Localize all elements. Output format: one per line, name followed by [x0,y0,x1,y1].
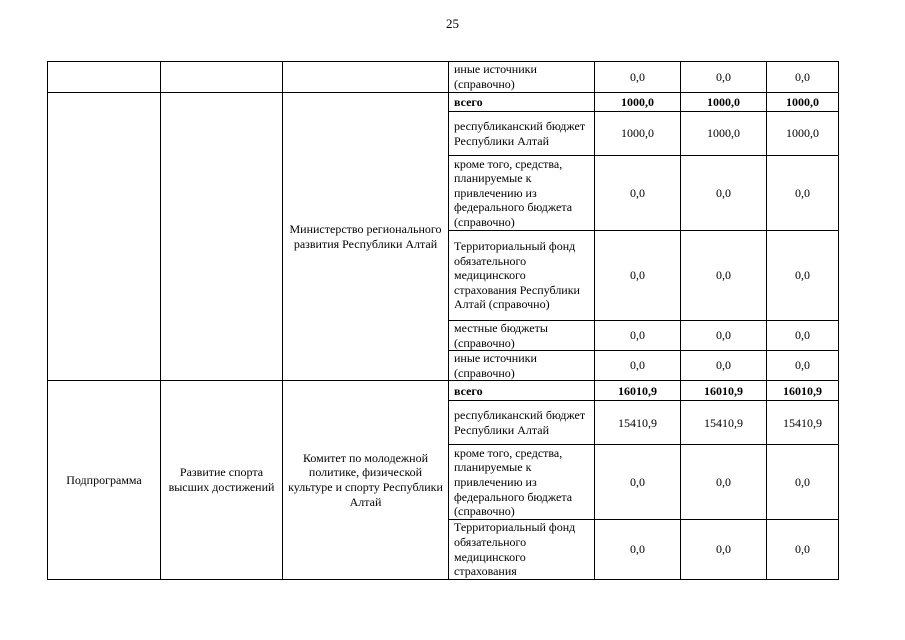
funding-source-cell: иные источники (справочно) [449,351,595,381]
amount-cell: 0,0 [681,445,767,520]
table-row [48,93,839,112]
funding-source-cell: всего [449,93,595,112]
amount-cell: 1000,0 [681,93,767,112]
amount-cell: 0,0 [595,445,681,520]
page-number: 25 [446,16,459,31]
amount-cell: 1000,0 [767,112,839,156]
funding-source-cell: Территориальный фонд обязательного медицинского страхования [449,520,595,579]
funding-source-cell: республиканский бюджет Республики Алтай [449,401,595,445]
amount-cell: 0,0 [595,321,681,351]
amount-cell: 1000,0 [595,112,681,156]
executor-cell: Комитет по молодежной политике, физической культуре и спорту Республики Алтай [283,381,449,579]
amount-cell: 15410,9 [595,401,681,445]
amount-cell: 0,0 [767,156,839,231]
program-type-cell [48,93,161,381]
program-name-cell [161,62,283,93]
table-row [48,381,839,401]
amount-cell: 0,0 [595,156,681,231]
funding-source-cell: кроме того, средства, планируемые к привлечению из федерального бюджета (справочно) [449,156,595,231]
funding-source-cell: иные источники (справочно) [449,62,595,93]
amount-cell: 0,0 [681,321,767,351]
budget-table [47,61,839,580]
amount-cell: 15410,9 [767,401,839,445]
funding-source-cell: местные бюджеты (справочно) [449,321,595,351]
amount-cell: 1000,0 [767,93,839,112]
amount-cell: 0,0 [767,321,839,351]
executor-cell: Министерство регионального развития Республики Алтай [283,93,449,381]
amount-cell: 16010,9 [681,381,767,401]
amount-cell: 0,0 [595,520,681,579]
amount-cell: 16010,9 [767,381,839,401]
funding-source-cell: всего [449,381,595,401]
amount-cell: 0,0 [595,231,681,321]
amount-cell: 0,0 [681,156,767,231]
program-name-cell: Развитие спорта высших достижений [161,381,283,579]
amount-cell: 16010,9 [595,381,681,401]
amount-cell: 0,0 [767,62,839,93]
amount-cell: 1000,0 [595,93,681,112]
amount-cell: 0,0 [767,231,839,321]
executor-cell [283,62,449,93]
amount-cell: 15410,9 [681,401,767,445]
amount-cell: 0,0 [681,231,767,321]
program-type-cell [48,62,161,93]
amount-cell: 0,0 [767,351,839,381]
amount-cell: 0,0 [595,351,681,381]
program-type-cell: Подпрограмма [48,381,161,579]
amount-cell: 0,0 [681,62,767,93]
funding-source-cell: республиканский бюджет Республики Алтай [449,112,595,156]
funding-source-cell: Территориальный фонд обязательного медицинского страхования Республики Алтай (справочно) [449,231,595,321]
funding-source-cell: кроме того, средства, планируемые к привлечению из федерального бюджета (справочно) [449,445,595,520]
amount-cell: 0,0 [681,351,767,381]
amount-cell: 0,0 [681,520,767,579]
amount-cell: 0,0 [767,520,839,579]
amount-cell: 1000,0 [681,112,767,156]
program-name-cell [161,93,283,381]
amount-cell: 0,0 [767,445,839,520]
table-row [48,62,839,93]
amount-cell: 0,0 [595,62,681,93]
